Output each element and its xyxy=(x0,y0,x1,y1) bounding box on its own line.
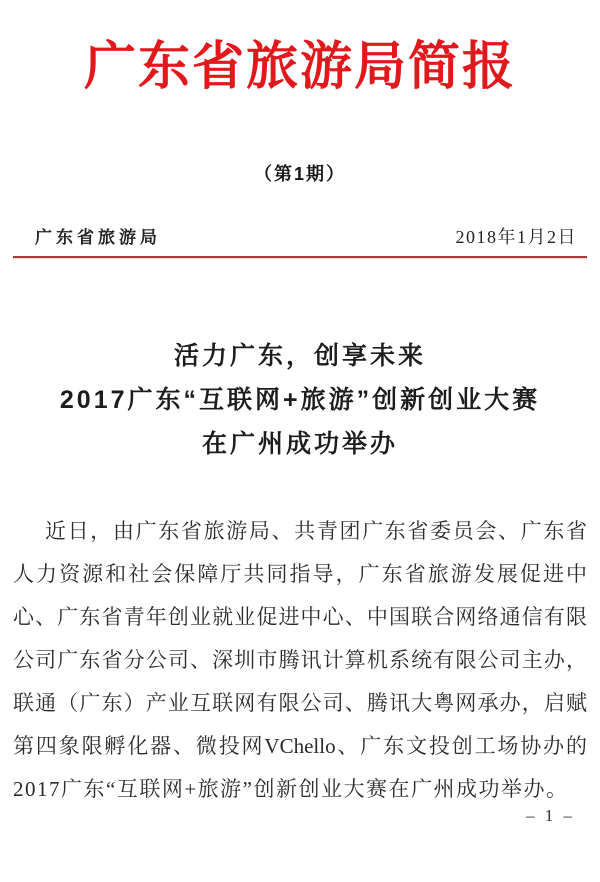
body-line: 2017广东“互联网+旅游”创新创业大赛在广州成功举办。 xyxy=(13,777,569,801)
body-line: 近日，由广东省旅游局、共青团广东省委员会、广东省 xyxy=(45,519,587,543)
headline-line-1: 活力广东，创享未来 xyxy=(173,342,426,370)
headline-line-3: 在广州成功举办 xyxy=(201,430,398,458)
body-line: 第四象限孵化器、微投网VChello、广东文投创工场协办的 xyxy=(13,734,587,758)
body-line: 心、广东省青年创业就业促进中心、中国联合网络通信有限 xyxy=(13,605,587,629)
masthead-title: 广东省旅游局简报 xyxy=(83,39,516,96)
headline-line-2: 2017广东“互联网+旅游”创新创业大赛 xyxy=(59,386,541,414)
page-number: – 1 – xyxy=(526,806,575,825)
article-body xyxy=(13,510,587,811)
body-line: 联通（广东）产业互联网有限公司、腾讯大粤网承办，启赋 xyxy=(13,691,587,715)
bulletin-page xyxy=(0,34,600,882)
issue-number: （第1期） xyxy=(253,164,346,184)
issuing-organization: 广东省旅游局 xyxy=(35,228,161,247)
red-divider-rule xyxy=(13,256,587,258)
body-line: 人力资源和社会保障厅共同指导，广东省旅游发展促进中 xyxy=(13,562,587,586)
body-line: 公司广东省分公司、深圳市腾讯计算机系统有限公司主办， xyxy=(13,648,587,672)
issue-date: 2018年1月2日 xyxy=(455,227,577,247)
meta-row xyxy=(13,226,587,249)
article-headline xyxy=(13,334,587,466)
